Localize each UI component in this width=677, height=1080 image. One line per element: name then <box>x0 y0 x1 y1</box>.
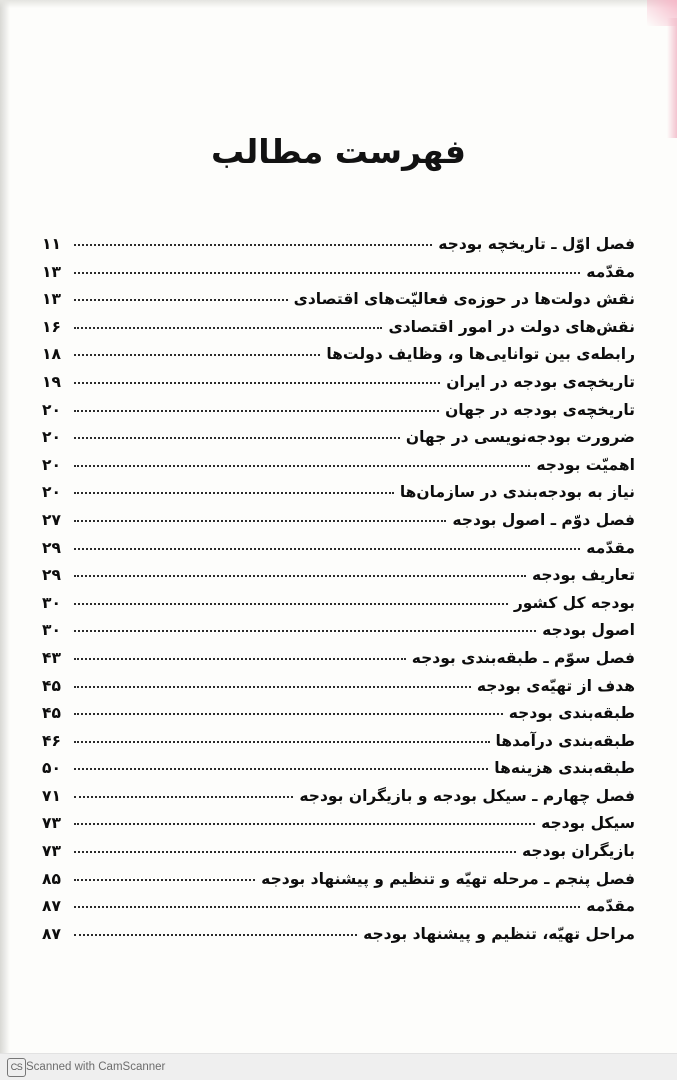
toc-entry-label: تاریخچه‌ی بودجه در ایران <box>446 372 635 391</box>
toc-entry-label: فصل اوّل ـ تاریخچه بودجه <box>438 235 635 253</box>
toc-leader-dots <box>74 782 293 798</box>
toc-entry-page: ۷۱ <box>42 786 61 805</box>
toc-entry-label: مقدّمه <box>586 897 635 916</box>
toc-leader-dots <box>74 727 490 743</box>
scan-artifact-edge <box>667 18 677 138</box>
toc-entry-page: ۲۰ <box>42 483 61 502</box>
toc-entry-page: ۱۳ <box>42 262 61 281</box>
toc-entry-label: طبقه‌بندی بودجه <box>508 704 635 723</box>
toc-leader-dots <box>74 809 535 825</box>
toc-entry-label: رابطه‌ی بین توانایی‌ها و، وظایف دولت‌ها <box>326 345 635 364</box>
toc-entry[interactable] <box>42 923 635 951</box>
toc-leader-dots <box>74 396 439 412</box>
toc-entry[interactable] <box>42 840 635 868</box>
scan-artifact-corner <box>647 0 677 26</box>
toc-entry[interactable] <box>42 371 635 399</box>
toc-entry-page: ۲۰ <box>42 428 61 447</box>
toc-entry-page: ۲۰ <box>42 400 61 419</box>
toc-entry-page: ۳۰ <box>42 593 61 612</box>
toc-entry-page: ۸۷ <box>42 924 61 943</box>
scan-shadow-top <box>0 0 677 8</box>
toc-entry-page: ۲۷ <box>42 510 61 529</box>
toc-entry[interactable] <box>42 564 635 592</box>
toc-entry-label: بودجه کل کشور <box>513 593 635 612</box>
toc-leader-dots <box>74 423 400 439</box>
toc-entry[interactable] <box>42 343 635 371</box>
toc-leader-dots <box>74 285 288 301</box>
toc-entry-label: فصل سوّم ـ طبقه‌بندی بودجه <box>411 648 635 667</box>
toc-entry-page: ۴۳ <box>42 648 61 667</box>
toc-entry[interactable] <box>42 509 635 537</box>
toc-entry-page: ۸۷ <box>42 897 61 916</box>
toc-entry[interactable] <box>42 537 635 565</box>
toc-leader-dots <box>74 837 516 853</box>
toc-entry[interactable] <box>42 675 635 703</box>
toc-leader-dots <box>74 561 526 577</box>
toc-leader-dots <box>74 616 536 632</box>
toc-entry[interactable] <box>42 785 635 813</box>
toc-entry-page: ۴۵ <box>42 704 61 723</box>
toc-entry[interactable] <box>42 730 635 758</box>
toc-entry[interactable] <box>42 592 635 620</box>
toc-leader-dots <box>74 506 446 522</box>
toc-entry-page: ۷۳ <box>42 842 61 861</box>
toc-entry[interactable] <box>42 426 635 454</box>
toc-entry[interactable] <box>42 868 635 896</box>
toc-entry-label: مقدّمه <box>586 262 635 281</box>
camscanner-badge-icon: CS <box>7 1058 26 1077</box>
toc-entry-page: ۲۰ <box>42 455 61 474</box>
toc-leader-dots <box>74 589 508 605</box>
toc-entry-page: ۴۶ <box>42 731 61 750</box>
toc-entry-page: ۷۳ <box>42 814 61 833</box>
toc-entry-label: مراحل تهیّه، تنظیم و پیشنهاد بودجه <box>363 924 635 943</box>
toc-entry-page: ۲۹ <box>42 538 61 557</box>
toc-entry-page: ۱۸ <box>42 345 61 364</box>
toc-entry[interactable] <box>42 757 635 785</box>
toc-leader-dots <box>74 230 432 246</box>
toc-leader-dots <box>74 368 440 384</box>
toc-leader-dots <box>74 644 406 660</box>
toc-entry[interactable] <box>42 399 635 427</box>
toc-leader-dots <box>74 672 471 688</box>
toc-entry[interactable] <box>42 233 635 261</box>
toc-leader-dots <box>74 313 382 329</box>
toc-entry[interactable] <box>42 702 635 730</box>
toc-entry-label: تاریخچه‌ی بودجه در جهان <box>445 400 635 419</box>
toc-entry-page: ۳۰ <box>42 621 61 640</box>
toc-entry-label: اصول بودجه <box>542 621 635 640</box>
table-of-contents <box>42 233 635 950</box>
toc-entry-label: سیکل بودجه <box>541 814 635 833</box>
toc-entry-page: ۱۶ <box>42 317 61 336</box>
camscanner-label: Scanned with CamScanner <box>26 1061 166 1073</box>
toc-entry-label: طبقه‌بندی درآمدها <box>495 731 635 750</box>
toc-entry[interactable] <box>42 316 635 344</box>
toc-leader-dots <box>74 258 580 274</box>
toc-entry-page: ۸۵ <box>42 869 61 888</box>
toc-entry[interactable] <box>42 261 635 289</box>
toc-leader-dots <box>74 892 580 908</box>
toc-entry-label: ضرورت بودجه‌نویسی در جهان <box>405 428 635 447</box>
toc-leader-dots <box>74 754 488 770</box>
toc-entry-page: ۵۰ <box>42 759 61 778</box>
toc-entry-label: مقدّمه <box>586 538 635 557</box>
toc-entry-label: فصل دوّم ـ اصول بودجه <box>452 510 635 529</box>
toc-leader-dots <box>74 865 255 881</box>
toc-entry[interactable] <box>42 481 635 509</box>
toc-entry-page: ۱۹ <box>42 372 61 391</box>
toc-entry-label: نقش دولت‌ها در حوزه‌ی فعالیّت‌های اقتصادی <box>293 290 635 309</box>
toc-entry-label: فصل پنجم ـ مرحله تهیّه و تنظیم و پیشنهاد بودجه <box>261 869 635 888</box>
toc-entry-page: ۱۱ <box>42 235 61 253</box>
toc-entry-label: تعاریف بودجه <box>531 566 635 585</box>
toc-entry-label: هدف از تهیّه‌ی بودجه <box>476 676 635 695</box>
toc-entry-label: طبقه‌بندی هزینه‌ها <box>494 759 635 778</box>
toc-leader-dots <box>74 534 580 550</box>
toc-entry-label: بازیگران بودجه <box>521 842 635 861</box>
toc-leader-dots <box>74 451 530 467</box>
toc-entry-label: فصل چهارم ـ سیکل بودجه و بازیگران بودجه <box>299 786 635 805</box>
toc-entry-page: ۱۳ <box>42 290 61 309</box>
toc-entry-label: اهمیّت بودجه <box>536 455 635 474</box>
toc-leader-dots <box>74 340 320 356</box>
toc-leader-dots <box>74 699 503 715</box>
toc-entry[interactable] <box>42 812 635 840</box>
toc-entry[interactable] <box>42 619 635 647</box>
toc-entry-label: نیاز به بودجه‌بندی در سازمان‌ها <box>399 483 635 502</box>
toc-entry[interactable] <box>42 288 635 316</box>
toc-entry-label: نقش‌های دولت در امور اقتصادی <box>388 317 635 336</box>
toc-entry-page: ۲۹ <box>42 566 61 585</box>
toc-entry[interactable] <box>42 647 635 675</box>
page-title: فهرست مطالب <box>210 132 467 171</box>
toc-entry[interactable] <box>42 454 635 482</box>
toc-leader-dots <box>74 478 394 494</box>
toc-entry[interactable] <box>42 895 635 923</box>
toc-entry-page: ۴۵ <box>42 676 61 695</box>
toc-leader-dots <box>74 920 357 936</box>
camscanner-watermark <box>0 1053 677 1080</box>
